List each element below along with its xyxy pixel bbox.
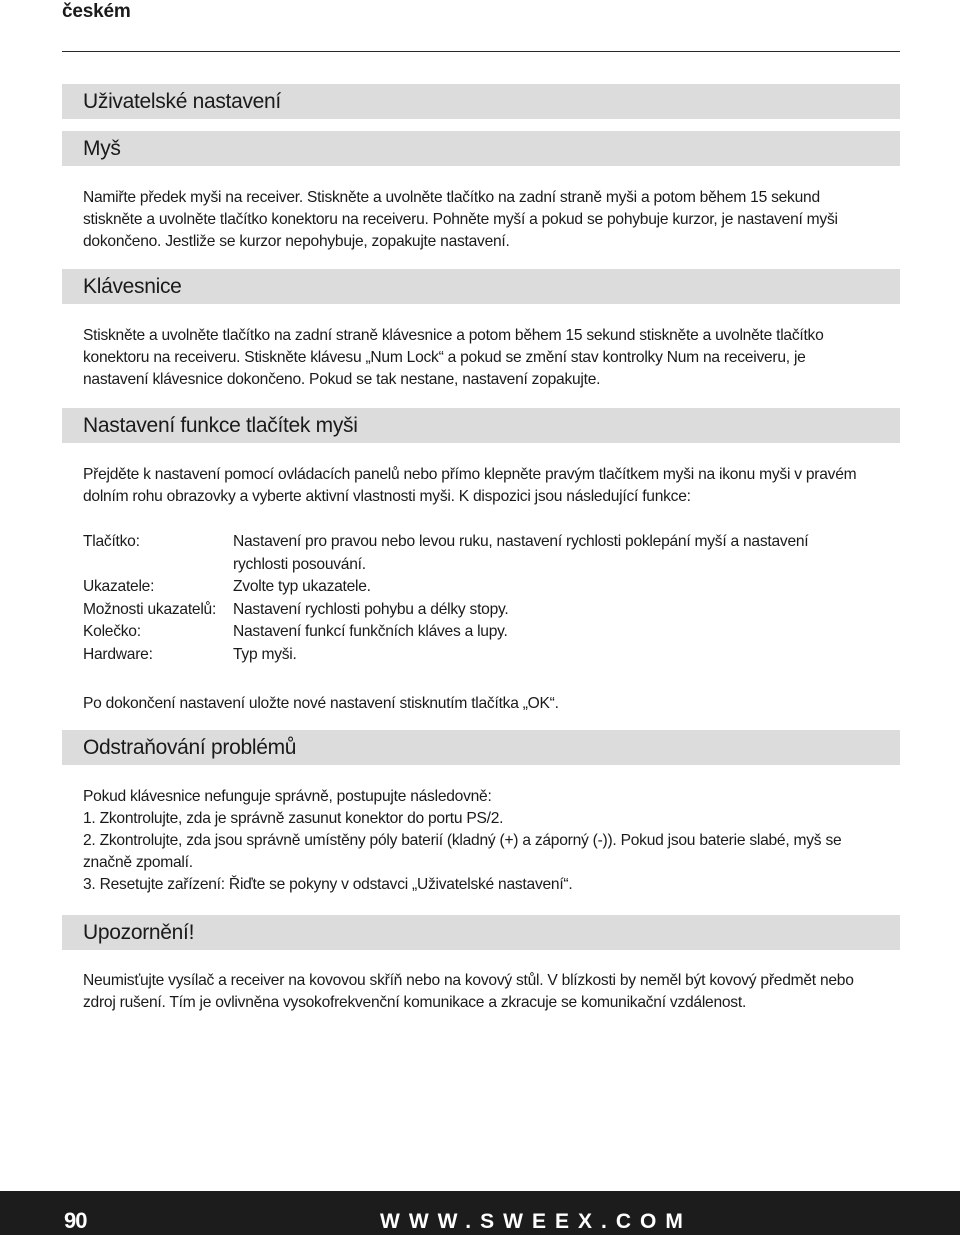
- section-heading-user-settings: Uživatelské nastavení: [62, 84, 900, 119]
- function-row: [83, 576, 883, 599]
- keyboard-paragraph: [83, 325, 883, 391]
- text-line: 2. Zkontrolujte, zda jsou správně umístěny póly baterií (kladný (+) a záporný (-)). Pokud jsou baterie slabé, myš se: [83, 832, 842, 849]
- function-row: [83, 531, 883, 576]
- text-line: konektoru na receiveru. Stiskněte klávesu „Num Lock“ a pokud se změní stav kontrolky Num na receiveru, je: [83, 349, 806, 366]
- text-line: Nastavení pro pravou nebo levou ruku, nastavení rychlosti poklepání myší a nastavení: [233, 533, 809, 550]
- text-line: dokončeno. Jestliže se kurzor nepohybuje, zopakujte nastavení.: [83, 233, 510, 250]
- function-term: Hardware:: [83, 645, 153, 663]
- page-footer: [0, 1191, 960, 1235]
- button-functions-paragraph: [83, 464, 883, 508]
- function-description: Nastavení rychlosti pohybu a délky stopy.: [233, 600, 509, 618]
- function-term: Tlačítko:: [83, 533, 140, 550]
- text-line: Po dokončení nastavení uložte nové nastavení stisknutím tlačítka „OK“.: [83, 695, 559, 712]
- function-list: [83, 531, 883, 666]
- text-line: rychlosti posouvání.: [233, 555, 366, 573]
- section-heading-troubleshooting: Odstraňování problémů: [62, 730, 900, 765]
- page-number: 90: [64, 1208, 87, 1233]
- troubleshooting-paragraph: [83, 786, 883, 896]
- function-description: [233, 531, 883, 576]
- function-row: [83, 599, 883, 622]
- text-line: Stiskněte a uvolněte tlačítko na zadní straně klávesnice a potom během 15 sekund stiskněte a uvolněte tlačítko: [83, 327, 824, 344]
- function-row: [83, 621, 883, 644]
- text-line: 3. Resetujte zařízení: Řiďte se pokyny v odstavci „Uživatelské nastavení“.: [83, 876, 573, 893]
- section-heading-keyboard: Klávesnice: [62, 269, 900, 304]
- section-heading-warning: Upozornění!: [62, 915, 900, 950]
- text-line: Přejděte k nastavení pomocí ovládacích panelů nebo přímo klepněte pravým tlačítkem myši na ikonu myši v pravém: [83, 466, 857, 483]
- text-line: dolním rohu obrazovky a vyberte aktivní vlastnosti myši. K dispozici jsou následující funkce:: [83, 488, 691, 505]
- function-description: Nastavení funkcí funkčních kláves a lupy.: [233, 623, 508, 640]
- function-row: [83, 644, 883, 667]
- text-line: Neumisťujte vysílač a receiver na kovovou skříň nebo na kovový stůl. V blízkosti by neměl být kovový předmět nebo: [83, 972, 854, 989]
- text-line: Namiřte předek myši na receiver. Stiskněte a uvolněte tlačítko na zadní straně myši a potom během 15 sekund: [83, 189, 820, 206]
- function-term: Možnosti ukazatelů:: [83, 600, 217, 618]
- section-heading-button-functions: Nastavení funkce tlačítek myši: [62, 408, 900, 443]
- text-line: 1. Zkontrolujte, zda je správně zasunut konektor do portu PS/2.: [83, 810, 504, 827]
- header-rule: [62, 51, 900, 52]
- section-heading-mouse: Myš: [62, 131, 900, 166]
- closing-paragraph: [83, 693, 883, 715]
- language-label: českém: [62, 1, 131, 22]
- mouse-paragraph: [83, 187, 883, 253]
- text-line: značně zpomalí.: [83, 854, 193, 871]
- function-term: Ukazatele:: [83, 578, 155, 595]
- text-line: nastavení klávesnice dokončeno. Pokud se tak nestane, nastavení zopakujte.: [83, 371, 601, 388]
- text-line: Pokud klávesnice nefunguje správně, postupujte následovně:: [83, 788, 492, 805]
- warning-paragraph: [83, 970, 883, 1014]
- website-url: WWW.SWEEX.COM: [380, 1210, 692, 1233]
- function-description: Typ myši.: [233, 645, 297, 663]
- text-line: stiskněte a uvolněte tlačítko konektoru na receiveru. Pohněte myší a pokud se pohybuje kurzor, je nastavení myši: [83, 211, 838, 228]
- function-term: Kolečko:: [83, 623, 141, 640]
- function-description: Zvolte typ ukazatele.: [233, 578, 371, 595]
- text-line: zdroj rušení. Tím je ovlivněna vysokofrekvenční komunikace a zkracuje se komunikační vzdálenost.: [83, 994, 747, 1011]
